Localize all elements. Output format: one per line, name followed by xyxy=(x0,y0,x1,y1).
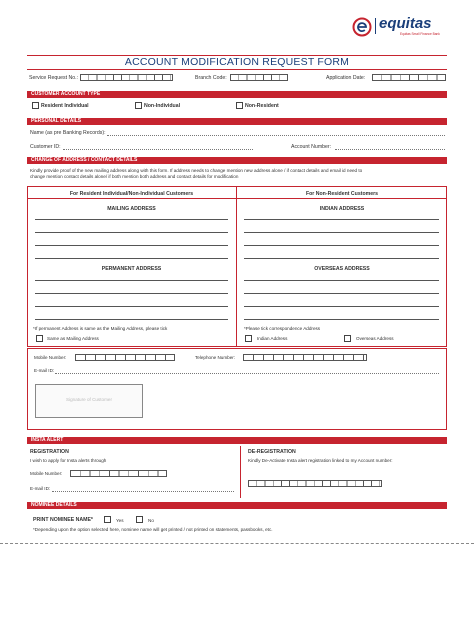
email-label: E-mail ID: xyxy=(34,368,55,373)
account-number-input[interactable] xyxy=(335,149,445,150)
customer-id-input[interactable] xyxy=(63,149,253,150)
same-as-mailing-checkbox[interactable] xyxy=(36,335,43,342)
application-date-label: Application Date: xyxy=(326,75,366,81)
service-request-input[interactable] xyxy=(80,74,173,81)
permanent-address-line[interactable] xyxy=(35,280,228,281)
title-bar-bottom-line xyxy=(27,69,447,70)
permanent-address-line[interactable] xyxy=(35,293,228,294)
section-customer-account-type: CUSTOMER ACCOUNT TYPE xyxy=(27,91,447,98)
overseas-address-line[interactable] xyxy=(244,293,439,294)
overseas-address-line[interactable] xyxy=(244,306,439,307)
same-as-mailing-label: Same as Mailing Address xyxy=(47,336,99,341)
insta-email-label: E-mail ID: xyxy=(30,486,51,491)
mailing-address-line[interactable] xyxy=(35,219,228,220)
signature-label: Signature of Customer xyxy=(66,397,112,402)
mailing-address-title: MAILING ADDRESS xyxy=(107,206,156,212)
address-note-line2: change mention contact details alone/ if both mention both address and contact details for modification xyxy=(30,174,239,179)
overseas-address-title: OVERSEAS ADDRESS xyxy=(314,266,370,272)
overseas-address-line[interactable] xyxy=(244,319,439,320)
deregistration-text: Kindly De-Activate Insta alert registration linked to my Account number: xyxy=(248,458,393,463)
overseas-address-option-label: Overseas Address xyxy=(356,336,394,341)
non-resident-label: Non-Resident xyxy=(245,103,279,109)
account-number-label: Account Number: xyxy=(291,144,332,150)
indian-address-title: INDIAN ADDRESS xyxy=(319,206,365,212)
address-header-line xyxy=(27,198,447,199)
bank-logo xyxy=(352,16,452,40)
overseas-address-checkbox[interactable] xyxy=(344,335,351,342)
insta-mobile-label: Mobile Number: xyxy=(30,471,63,476)
nonresident-header: For Non-Resident Customers xyxy=(305,191,379,197)
registration-text: I wish to apply for Insta alerts through xyxy=(30,458,107,463)
insta-email-input[interactable] xyxy=(52,491,234,492)
application-date-input[interactable] xyxy=(372,74,446,81)
email-input[interactable] xyxy=(55,373,439,374)
nominee-yes-checkbox[interactable] xyxy=(104,516,111,523)
overseas-address-line[interactable] xyxy=(244,280,439,281)
name-label: Name (as pre Banking Records): xyxy=(30,130,106,136)
correspondence-note: *Please tick correspondence Address xyxy=(244,326,321,331)
resident-individual-label: Resident Individual xyxy=(41,103,89,109)
section-insta-alert: INSTA ALERT xyxy=(27,437,447,444)
nominee-no-label: No xyxy=(148,518,154,523)
non-resident-checkbox[interactable] xyxy=(236,102,243,109)
telephone-number-input[interactable] xyxy=(243,354,367,361)
service-request-label: Service Request No.: xyxy=(29,75,79,81)
customer-id-label: Customer ID: xyxy=(30,144,61,150)
print-nominee-label: PRINT NOMINEE NAME* xyxy=(33,517,93,523)
indian-address-line[interactable] xyxy=(244,219,439,220)
dereg-account-number-input[interactable] xyxy=(248,480,382,487)
non-individual-checkbox[interactable] xyxy=(135,102,142,109)
permanent-address-line[interactable] xyxy=(35,306,228,307)
deregistration-title: DE-REGISTRATION xyxy=(248,449,296,455)
indian-address-option-label: Indian Address xyxy=(257,336,288,341)
indian-address-checkbox[interactable] xyxy=(245,335,252,342)
brand-tagline: Equitas Small Finance Bank xyxy=(400,32,440,36)
nominee-yes-label: Yes xyxy=(116,518,124,523)
indian-address-line[interactable] xyxy=(244,232,439,233)
indian-address-line[interactable] xyxy=(244,245,439,246)
resident-individual-checkbox[interactable] xyxy=(32,102,39,109)
section-change-of-address: CHANGE OF ADDRESS / CONTACT DETAILS xyxy=(27,157,447,164)
branch-code-input[interactable] xyxy=(230,74,288,81)
non-individual-label: Non-Individual xyxy=(144,103,181,109)
mailing-address-line[interactable] xyxy=(35,232,228,233)
section-personal-details: PERSONAL DETAILS xyxy=(27,118,447,125)
permanent-address-line[interactable] xyxy=(35,319,228,320)
mailing-address-line[interactable] xyxy=(35,245,228,246)
perforation-line xyxy=(0,543,474,544)
branch-code-label: Branch Code: xyxy=(195,75,227,81)
registration-title: REGISTRATION xyxy=(30,449,69,455)
mobile-number-input[interactable] xyxy=(75,354,175,361)
mobile-number-label: Mobile Number: xyxy=(34,355,67,360)
resident-header: For Resident Individual/Non-Individual Customers xyxy=(69,191,194,197)
page-title: ACCOUNT MODIFICATION REQUEST FORM xyxy=(124,56,350,68)
permanent-address-title: PERMANENT ADDRESS xyxy=(101,266,162,272)
name-input[interactable] xyxy=(107,135,445,136)
permanent-same-note: *If permanent Address is same as the Mailing Address, please tick xyxy=(33,326,168,331)
indian-address-line[interactable] xyxy=(244,258,439,259)
brand-name: equitas xyxy=(379,15,432,32)
telephone-number-label: Telephone Number: xyxy=(195,355,236,360)
insta-alert-divider xyxy=(240,446,241,498)
address-note-line1: Kindly provide proof of the new mailing address along with this form. If address needs to change mention new address alone / if contact details and email id need to xyxy=(30,168,363,173)
nominee-no-checkbox[interactable] xyxy=(136,516,143,523)
mailing-address-line[interactable] xyxy=(35,258,228,259)
insta-mobile-input[interactable] xyxy=(70,470,167,477)
nominee-footnote: *Depending upon the option selected here, nominee name will get printed / not printed on statements, passbooks, etc. xyxy=(33,527,273,532)
bank-logo-icon xyxy=(352,17,372,37)
section-nominee-details: NOMINEE DETAILS xyxy=(27,502,447,509)
